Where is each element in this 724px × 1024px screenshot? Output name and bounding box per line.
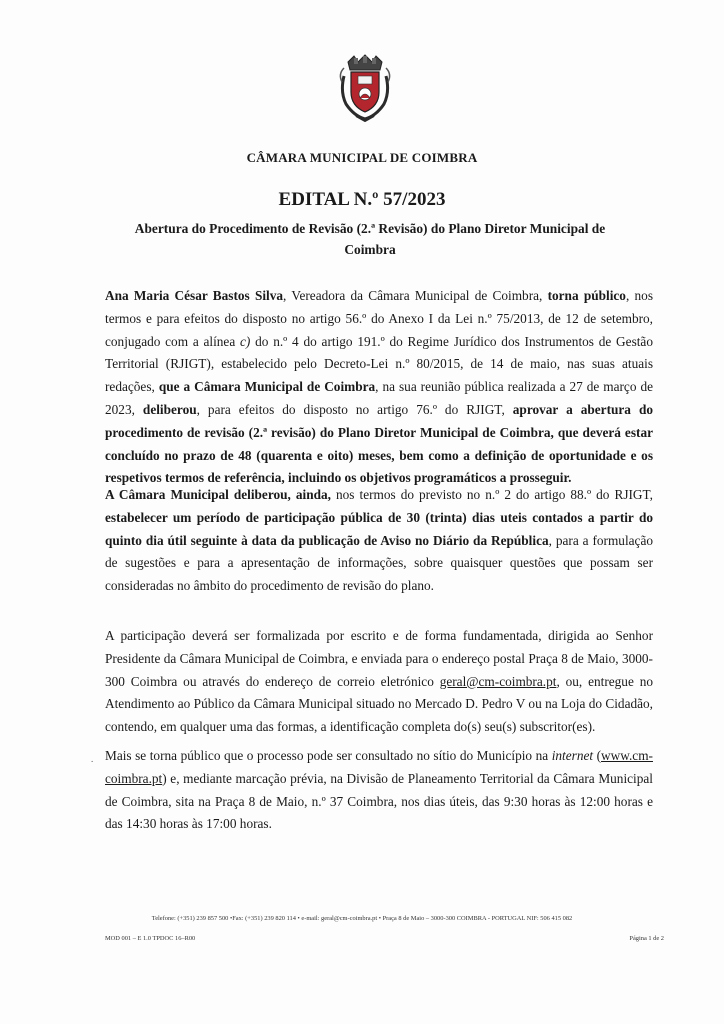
text-run: , na sua reunião pública realizada a 27 de março de 2023, xyxy=(105,379,653,417)
text-run: , para efeitos do disposto no artigo 76.º do RJIGT, xyxy=(196,401,513,417)
text-run-bold: aprovar a abertura do procedimento de revisão (2.ª revisão) do Plano Diretor Municipal de Coimbra, que deverá estar concluído no prazo de 48 (quarenta e oito) meses, bem como a definição de oportunidade e os respetivos termos de referência, incluindo os objetivos programáticos a prosseguir. xyxy=(105,401,654,486)
text-run-bold: A Câmara Municipal deliberou, ainda, xyxy=(105,487,331,502)
text-run: , para a formulação de sugestões e para a apresentação de informações, sobre quaisquer questões que possam ser consideradas no âmbito do procedimento de revisão do plano. xyxy=(105,532,653,594)
edital-title: EDITAL N.º 57/2023 xyxy=(278,189,446,210)
page-number: Página 1 de 2 xyxy=(629,935,664,942)
footer-document-code: MOD 001 – E 1.0 TPDOC 16–R00 xyxy=(105,935,196,942)
text-run: do n.º 4 do artigo 191.º do Regime Jurídico dos Instrumentos de Gestão Territorial (RJIGT), estabelecido pelo Decreto-Lei n.º 80/2015, de 14 de maio, nas suas atuais redações, xyxy=(105,333,653,395)
text-run-bold: deliberou xyxy=(142,401,197,417)
email-link[interactable]: geral@cm-coimbra.pt xyxy=(439,673,557,689)
text-run: , nos termos e para efeitos do disposto no artigo 56.º do Anexo I da Lei n.º 75/2013, de 12 de setembro, conjugado com a alínea xyxy=(105,288,653,349)
text-run-italic: c) xyxy=(240,333,251,349)
text-run: A participação deverá ser formalizada por escrito e de forma fundamentada, dirigida ao Senhor Presidente da Câmara Municipal de Coimbra, e enviada para o endereço postal Praça 8 de Maio, 3000-300 Coimbra ou através do endereço de correio eletrónico xyxy=(105,628,653,689)
text-run: , Vereadora da Câmara Municipal de Coimbra, xyxy=(283,288,548,303)
organization-name: CÂMARA MUNICIPAL DE COIMBRA xyxy=(246,150,478,165)
text-run: nos termos do previsto no n.º 2 do artigo 88.º do RJIGT, xyxy=(330,487,653,502)
text-run-bold: torna público xyxy=(547,288,626,303)
paragraph-consultation xyxy=(105,745,653,836)
text-run: ( xyxy=(593,748,602,763)
paragraph-submission xyxy=(105,625,653,739)
text-run: , ou, entregue no Atendimento ao Público da Câmara Municipal situado no Mercado D. Pedro V ou na Loja do Cidadão, contendo, em qualquer uma das formas, a identificação completa do(s) seu(s) subscritor(es). xyxy=(105,673,653,735)
text-run: Mais se torna público que o processo pode ser consultado no sítio do Município na xyxy=(105,748,552,763)
councillor-name: Ana Maria César Bastos Silva xyxy=(105,288,284,303)
paragraph-announcement xyxy=(105,285,653,490)
edital-subtitle: Abertura do Procedimento de Revisão (2.ª Revisão) do Plano Diretor Municipal de Coimbra xyxy=(134,221,606,257)
text-run-italic: internet xyxy=(551,748,594,763)
text-run-bold: estabelecer um período de participação pública de 30 (trinta) dias uteis contados a partir do quinto dia útil seguinte à data da publicação de Aviso no Diário da República xyxy=(105,509,653,548)
text-run: ) e, mediante marcação prévia, na Divisão de Planeamento Territorial da Câmara Municipal de Coimbra, sita na Praça 8 de Maio, n.º 37 Coimbra, nos dias úteis, das 9:30 horas às 12:00 horas e das 14:30 horas às 17:00 horas. xyxy=(105,770,653,832)
text-run-bold: que a Câmara Municipal de Coimbra xyxy=(158,379,376,395)
coat-of-arms-icon xyxy=(336,52,394,122)
paragraph-public-participation xyxy=(105,484,653,598)
footer-contacts: Telefone: (+351) 239 857 500 •Fax: (+351) 239 820 114 • e-mail: geral@cm-coimbra.pt • Praça 8 de Maio – 3000-300 COIMBRA - PORTUGAL NIF: 506 415 082 xyxy=(151,915,573,922)
website-link[interactable]: www.cm-coimbra.pt xyxy=(105,748,653,786)
stray-mark: . xyxy=(91,754,94,764)
